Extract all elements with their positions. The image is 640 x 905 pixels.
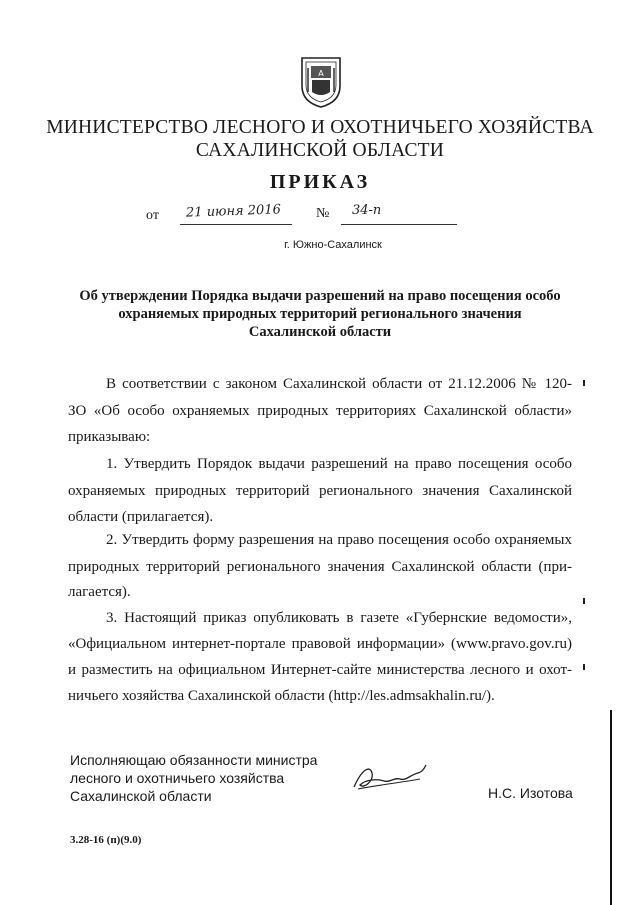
handwritten-signature — [348, 759, 428, 795]
preamble-line1: В соответствии с законом Сахалинской области от 21.12.2006 № 120- — [106, 376, 572, 392]
coat-of-arms-emblem — [298, 56, 344, 108]
subject-line3: Сахалинской области — [248, 324, 392, 340]
city-name: г. Южно-Сахалинск — [284, 239, 382, 251]
subject-line2: охраняемых природных территорий регионального значения — [118, 306, 522, 322]
handwritten-number: 34-п — [352, 203, 382, 218]
position-line2: лесного и охотничьего хозяйства — [70, 770, 285, 786]
item1-line3: области (прилагается). — [68, 509, 214, 525]
number-underline — [341, 224, 457, 225]
svg-text:А: А — [318, 69, 324, 78]
scan-mark — [583, 380, 585, 386]
scan-mark — [583, 664, 585, 670]
item1-line2: охраняемых природных территорий регионального значения Сахалинской — [68, 483, 572, 499]
ministry-name-line2: САХАЛИНСКОЙ ОБЛАСТИ — [195, 140, 445, 161]
subject-line1: Об утверждении Порядка выдачи разрешений на право посещения особо — [79, 288, 561, 304]
item2-line1: 2. Утвердить форму разрешения на право посещения особо охраняемых — [106, 532, 572, 548]
item2-line3: лагается). — [68, 584, 131, 600]
item3-line3: и разместить на официальном Интернет-сайте министерства лесного и охот- — [68, 662, 572, 678]
scan-mark — [583, 598, 585, 604]
preamble-line2: ЗО «Об особо охраняемых природных территориях Сахалинской области» — [68, 403, 572, 419]
item3-line1: 3. Настоящий приказ опубликовать в газете «Губернские ведомости», — [106, 610, 572, 626]
signatory-name: Н.С. Изотова — [488, 785, 573, 801]
item3-line2: «Официальном интернет-портале правовой информации» (www.pravo.gov.ru) — [68, 636, 572, 652]
position-line1: Исполняющаю обязанности министра — [70, 752, 318, 768]
position-line3: Сахалинской области — [70, 788, 212, 804]
document-code: 3.28-16 (п)(9.0) — [70, 834, 142, 846]
item3-line4: ничьего хозяйства Сахалинской области (http://les.admsakhalin.ru/). — [68, 688, 495, 704]
date-underline — [180, 224, 292, 225]
signatory-position — [70, 751, 317, 805]
ministry-name-line1: МИНИСТЕРСТВО ЛЕСНОГО И ОХОТНИЧЬЕГО ХОЗЯЙСТВА — [46, 117, 594, 138]
item2-line2: природных территорий регионального значения Сахалинской области (при- — [68, 559, 572, 575]
document-type-title: ПРИКАЗ — [269, 171, 371, 193]
handwritten-date: 21 июня 2016 — [185, 202, 282, 221]
item1-line1: 1. Утвердить Порядок выдачи разрешений на право посещения особо — [106, 456, 572, 472]
preamble-line3: приказываю: — [68, 429, 151, 445]
scan-edge-line — [610, 710, 612, 905]
number-label: № — [316, 206, 330, 221]
date-from-label: от — [146, 208, 159, 223]
